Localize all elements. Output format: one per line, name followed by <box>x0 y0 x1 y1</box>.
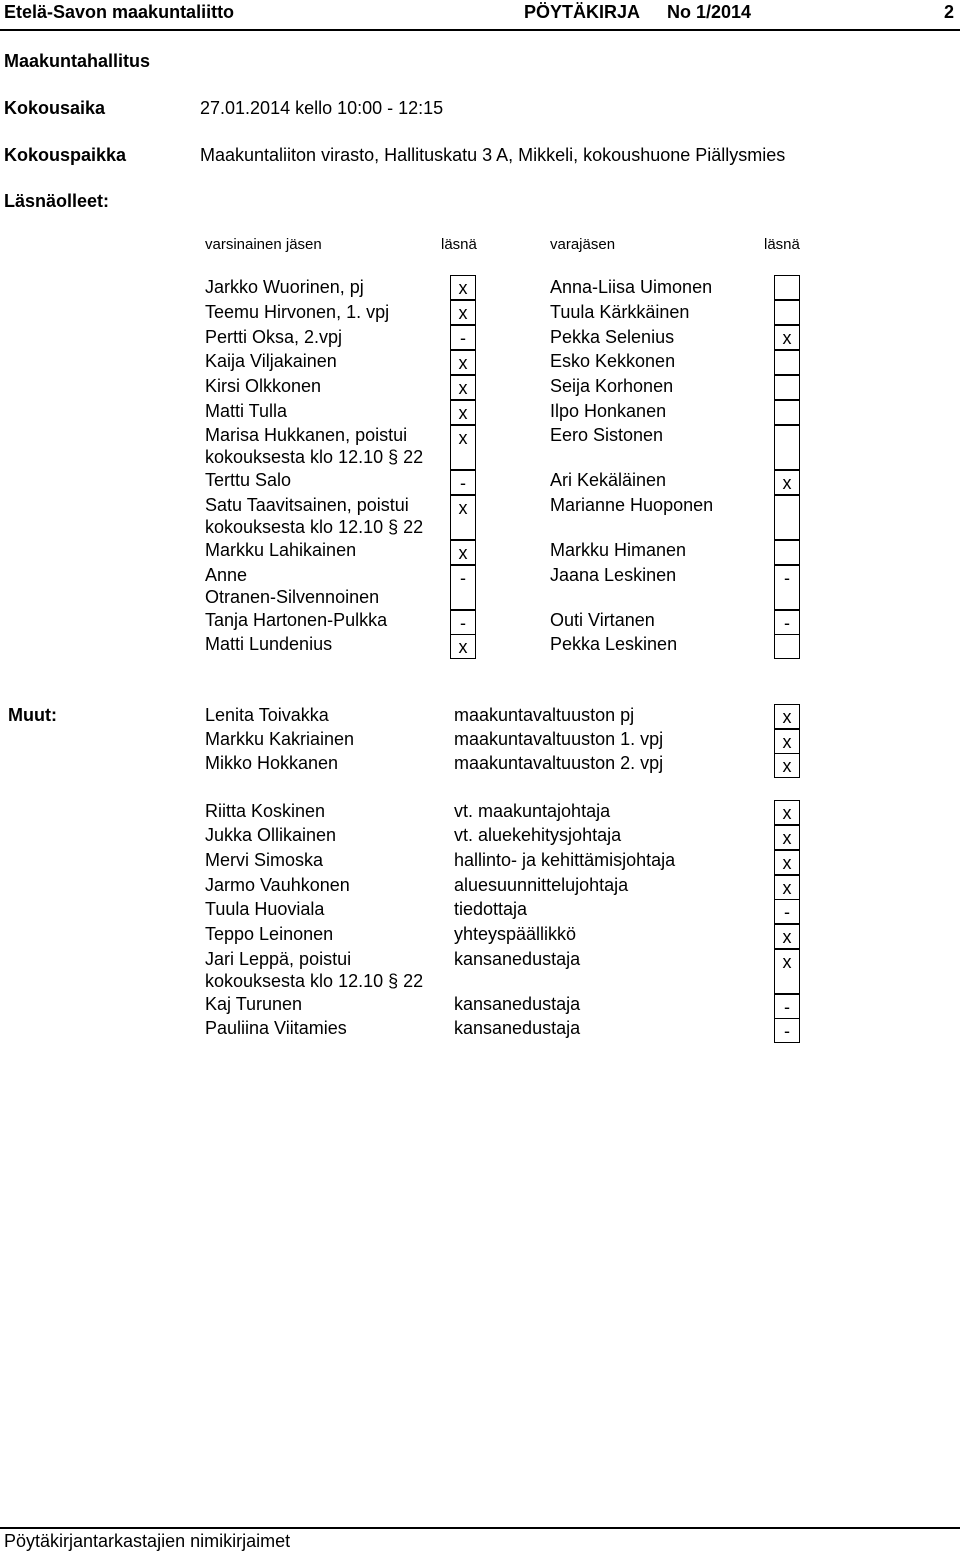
other-present-mark: x <box>774 729 800 754</box>
member-present-mark: - <box>450 610 476 635</box>
member-name: Satu Taavitsainen, poistui <box>205 495 409 515</box>
deputy-present-mark <box>774 495 800 540</box>
member-name-continued: Otranen-Silvennoinen <box>205 587 380 607</box>
deputy-name: Seija Korhonen <box>550 376 674 396</box>
other-role: maakuntavaltuuston 1. vpj <box>454 729 664 749</box>
member-present-mark: - <box>450 470 476 495</box>
other-role: tiedottaja <box>454 899 528 919</box>
deputy-present-mark <box>774 300 800 325</box>
meeting-place-value: Maakuntaliiton virasto, Hallituskatu 3 A, Mikkeli, kokoushuone Piällysmies <box>200 145 786 165</box>
member-name: Kaija Viljakainen <box>205 351 337 371</box>
other-name: Teppo Leinonen <box>205 924 334 944</box>
deputy-present-mark <box>774 425 800 470</box>
deputy-present-mark: - <box>774 610 800 635</box>
footer-rule <box>0 1527 960 1529</box>
deputy-name: Ilpo Honkanen <box>550 401 667 421</box>
column-deputy: varajäsen <box>550 236 616 253</box>
body-name: Maakuntahallitus <box>4 51 151 71</box>
member-present-mark: x <box>450 425 476 470</box>
member-present-mark: x <box>450 634 476 659</box>
member-present-mark: x <box>450 540 476 565</box>
other-role: kansanedustaja <box>454 949 581 969</box>
deputy-present-mark <box>774 400 800 425</box>
other-name: Markku Kakriainen <box>205 729 355 749</box>
other-role: maakuntavaltuuston pj <box>454 705 635 725</box>
other-name: Mervi Simoska <box>205 850 324 870</box>
member-present-mark: x <box>450 300 476 325</box>
other-name: Kaj Turunen <box>205 994 303 1014</box>
deputy-present-mark: x <box>774 470 800 495</box>
other-role: vt. maakuntajohtaja <box>454 801 611 821</box>
deputy-name: Marianne Huoponen <box>550 495 714 515</box>
meeting-place-label: Kokouspaikka <box>4 145 127 165</box>
other-present-mark: x <box>774 825 800 850</box>
member-present-mark: x <box>450 495 476 540</box>
other-present-mark: x <box>774 800 800 825</box>
member-name: Terttu Salo <box>205 470 292 490</box>
other-present-mark: x <box>774 753 800 778</box>
org-name: Etelä-Savon maakuntaliitto <box>4 2 235 22</box>
other-role: aluesuunnittelujohtaja <box>454 875 629 895</box>
deputy-present-mark <box>774 375 800 400</box>
member-present-mark: - <box>450 325 476 350</box>
member-present-mark: x <box>450 275 476 300</box>
other-role: kansanedustaja <box>454 1018 581 1038</box>
other-name: Tuula Huoviala <box>205 899 325 919</box>
deputy-present-mark: - <box>774 565 800 610</box>
member-name: Tanja Hartonen-Pulkka <box>205 610 388 630</box>
other-present-mark: x <box>774 704 800 729</box>
deputy-present-mark <box>774 350 800 375</box>
other-present-mark: - <box>774 994 800 1019</box>
other-present-mark: x <box>774 949 800 994</box>
member-name: Anne <box>205 565 248 585</box>
deputy-name: Outi Virtanen <box>550 610 655 630</box>
member-name: Matti Tulla <box>205 401 288 421</box>
document-type: PÖYTÄKIRJA <box>524 2 641 22</box>
deputy-name: Tuula Kärkkäinen <box>550 302 690 322</box>
other-name: Mikko Hokkanen <box>205 753 339 773</box>
other-note: kokouksesta klo 12.10 § 22 <box>205 971 424 991</box>
member-present-mark: x <box>450 375 476 400</box>
deputy-name: Esko Kekkonen <box>550 351 676 371</box>
other-present-mark: x <box>774 875 800 900</box>
meeting-time-value: 27.01.2014 kello 10:00 - 12:15 <box>200 98 444 118</box>
other-present-mark: x <box>774 850 800 875</box>
other-present-mark: x <box>774 924 800 949</box>
other-role: hallinto- ja kehittämisjohtaja <box>454 850 676 870</box>
member-name: Marisa Hukkanen, poistui <box>205 425 408 445</box>
member-name: Teemu Hirvonen, 1. vpj <box>205 302 390 322</box>
other-name: Jarmo Vauhkonen <box>205 875 350 895</box>
member-name: Kirsi Olkkonen <box>205 376 322 396</box>
deputy-name: Pekka Leskinen <box>550 634 678 654</box>
meeting-time-label: Kokousaika <box>4 98 106 118</box>
other-name: Riitta Koskinen <box>205 801 326 821</box>
header-rule <box>0 29 960 31</box>
other-name: Pauliina Viitamies <box>205 1018 347 1038</box>
deputy-name: Pekka Selenius <box>550 327 675 347</box>
deputy-present-mark <box>774 275 800 300</box>
other-role: maakuntavaltuuston 2. vpj <box>454 753 664 773</box>
footer-initials-label: Pöytäkirjantarkastajien nimikirjaimet <box>4 1531 291 1551</box>
deputy-name: Anna-Liisa Uimonen <box>550 277 713 297</box>
column-member: varsinainen jäsen <box>205 236 322 253</box>
other-present-mark: - <box>774 1018 800 1043</box>
member-name: Jarkko Wuorinen, pj <box>205 277 364 297</box>
member-present-mark: - <box>450 565 476 610</box>
document-number: No 1/2014 <box>667 2 752 22</box>
other-role: kansanedustaja <box>454 994 581 1014</box>
attendees-label: Läsnäolleet: <box>4 191 110 211</box>
deputy-name: Markku Himanen <box>550 540 687 560</box>
other-name: Lenita Toivakka <box>205 705 329 725</box>
deputy-present-mark: x <box>774 325 800 350</box>
deputy-present-mark <box>774 634 800 659</box>
deputy-present-mark <box>774 540 800 565</box>
other-name: Jari Leppä, poistui <box>205 949 352 969</box>
page-number: 2 <box>944 2 955 22</box>
deputy-name: Ari Kekäläinen <box>550 470 667 490</box>
deputy-name: Jaana Leskinen <box>550 565 677 585</box>
member-present-mark: x <box>450 400 476 425</box>
member-name: Matti Lundenius <box>205 634 333 654</box>
member-name: Markku Lahikainen <box>205 540 357 560</box>
column-present: läsnä <box>441 236 477 253</box>
deputy-name: Eero Sistonen <box>550 425 664 445</box>
column-deputy-present: läsnä <box>764 236 800 253</box>
member-name: Pertti Oksa, 2.vpj <box>205 327 343 347</box>
other-role: yhteyspäällikkö <box>454 924 577 944</box>
other-present-mark: - <box>774 899 800 924</box>
member-note: kokouksesta klo 12.10 § 22 <box>205 447 424 467</box>
member-note: kokouksesta klo 12.10 § 22 <box>205 517 424 537</box>
others-label: Muut: <box>8 705 57 725</box>
other-name: Jukka Ollikainen <box>205 825 337 845</box>
member-present-mark: x <box>450 350 476 375</box>
other-role: vt. aluekehitysjohtaja <box>454 825 622 845</box>
